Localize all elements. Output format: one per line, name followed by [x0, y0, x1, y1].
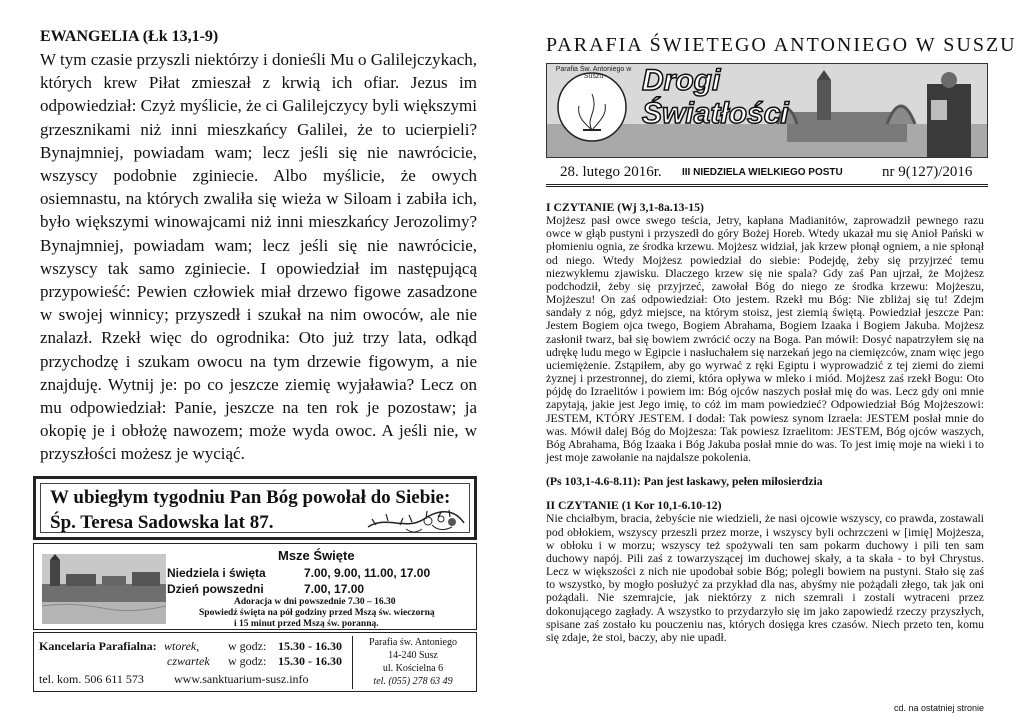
first-reading-text: Mojżesz pasł owce swego teścia, Jetry, kapłana Madianitów, zaprowadził pewnego razu owce w głąb pustyni i przyszedł do góry Bożej Horeb. Wtedy ukazał mu się Anioł Pański w płomieniu ognia, ze środka krzewu. Mojżesz widział, jak krzew płonął ogniem, a nie spłonął od niego. Wtedy Mojżesz powiedział do siebie: Podejdę, żeby się przyjrzeć temu niezwykłemu zjawisku. Dlaczego krzew się nie spala? Gdy zaś Pan ujrzał, że Mojżesz podchodził, żeby się przyjrzeć, zawołał Bóg do niego ze środka krzewu: Mojżeszu, Mojżeszu! On zaś odpowiedział: Oto jestem. Rzekł mu Bóg: Nie zbliżaj się tu! Zdejm sandały z nóg, gdyż miejsce, na którym stoisz, jest ziemią świętą. Powiedział jeszcze Pan: Jestem Bogiem ojca twego, Bogiem Abrahama, Bogiem Izaaka i Bogiem Jakuba. Mojżesz zasłonił twarz, bał się bowiem zwrócić oczy na Boga. Pan mówił: Dosyć napatrzyłem się na udrękę ludu mego w Egipcie i nasłuchałem się narzekań jego na ciemięzców, znam więc jego uciemiężenie. Zstąpiłem, aby go wyrwać z ręki Egiptu i wyprowadzić z tej ziemi do ziemi żyznej i przestronnej, do ziemi, która opływa w mleko i miód. Mojżesz zaś rzekł Bogu: Oto pójdę do Izraelitów i powiem im: Bóg ojców naszych posłał mię do was. Lecz gdy oni mnie zapytają, jakie jest Jego imię, to cóż im mam powiedzieć? Odpowiedział Bóg Mojżeszowi: JESTEM, KTÓRY JESTEM. I dodał: Tak powiesz synom Izraela: JESTEM posłał mnie do was. Mówił dalej Bóg do Mojżesza: Tak powiesz Izraelitom: JESTEM, Bóg ojców waszych, Bóg Abrahama, Bóg Izaaka i Bóg Jakuba posłał mnie do was. To jest imię moje na wieki i to jest moje zawołanie na najdalsze pokolenia. [546, 214, 984, 464]
parish-office [33, 632, 477, 692]
floral-ornament-icon [366, 505, 466, 535]
sunday-label: Niedziela i święta [167, 566, 266, 580]
office-day-2: czwartek [167, 654, 210, 668]
notice-line-2: Śp. Teresa Sadowska lat 87. [50, 512, 274, 533]
deceased-notice [33, 476, 477, 540]
confession-note-2: i 15 minut przed Mszą św. poranną. [234, 619, 379, 629]
address-phone: tel. (055) 278 63 49 [373, 676, 453, 687]
address-line-1: Parafia św. Antoniego [369, 637, 457, 648]
address-line-2: 14-240 Susz [388, 650, 438, 661]
mass-title: Msze Święte [278, 548, 355, 563]
confession-note: Spowiedź święta na pół godziny przed Mszą św. wieczorną [199, 608, 435, 618]
readings-section [546, 201, 984, 644]
spacer [546, 464, 984, 475]
psalm-title: (Ps 103,1-4.6-8.11): Pan jest łaskawy, pełen miłosierdzia [546, 475, 823, 489]
phone-number: tel. kom. 506 611 573 [39, 672, 144, 686]
parish-seal-icon [555, 70, 630, 145]
office-hours-1: 15.30 - 16.30 [278, 639, 342, 653]
continued-note: cd. na ostatniej stronie [893, 703, 984, 713]
parish-title: PARAFIA ŚWIETEGO ANTONIEGO W SUSZU [546, 34, 1017, 56]
first-reading-title: I CZYTANIE (Wj 3,1-8a.13-15) [546, 201, 704, 214]
logo-line-1: Drogi [642, 64, 721, 97]
second-reading-text: Nie chciałbym, bracia, żebyście nie wiedzieli, że nasi ojcowie wszyscy, co prawda, zostawali pod obłokiem, wszyscy przeszli przez morze, i wszyscy byli ochrzczeni w [imię] Mojżesza, w obłoku i w morzu; wszyscy też spożywali ten sam pokarm duchowy i pili ten sam duchowy napój. Pili zaś z towarzyszącej im duchowej skały, a ta skała - to był Chrystus. Lecz w większości z nich nie upodobał sobie Bóg; polegli bowiem na pustyni. Stało się zaś to wszystko, by mogło posłużyć za przykład dla nas, abyśmy nie pożądali złego, tak jak oni pożądali. Nie szemrajcie, jak niektórzy z nich szemrali i zostali wytraceni przez dokonującego zagłady. A wszystko to przydarzyło się im jako zapowiedź rzeczy przyszłych, spisane zaś zostało ku pouczeniu nas, których dosięga kres czasów. Niech przeto ten, komu się zdaje, że stoi, baczy, aby nie upadł. [546, 512, 984, 644]
office-hours-2: 15.30 - 16.30 [278, 654, 342, 668]
issue-date: 28. lutego 2016r. [560, 164, 662, 180]
town-photo [42, 554, 166, 624]
address-line-3: ul. Kościelna 6 [382, 663, 444, 674]
second-reading-title: II CZYTANIE (1 Kor 10,1-6.10-12) [546, 499, 722, 513]
issue-dateline [546, 162, 988, 187]
logo-line-2: Światłości [642, 97, 789, 130]
gospel-text: W tym czasie przyszli niektórzy i donieśli Mu o Galilejczykach, których krew Piłat zmieszał z krwią ich ofiar. Jezus im odpowiedział: Czyż myślicie, że ci Galilejczycy byli większymi grzesznikami niż inni mieszkańcy Galilei, że to ucierpieli? Bynajmniej, powiadam wam; lecz jeśli się nie nawrócicie, wszyscy podobnie zginiecie. Albo myślicie, że owych osiemnastu, na których zwaliła się wieża w Siloam i zabiła ich, było większymi winowajcami niż inni mieszkańcy Jerozolimy? Bynajmniej, powiadam wam; lecz jeśli się nie nawrócicie, wszyscy tak samo zginiecie. I opowiedział im następującą przypowieść: Pewien człowiek miał drzewo figowe zasadzone w swojej winnicy; przyszedł i szukał na nim owoców, ale nie znalazł. Rzekł więc do ogrodnika: Oto już trzy lata, odkąd przychodzę i szukam owocu na tym drzewie figowym, a nie znajduję. Wytnij je: po co jeszcze ziemię wyjaławia? Lecz on mu odpowiedział: Panie, jeszcze na ten rok je pozostaw; ja okopię je i obłożę nawozem; może wyda owoc. A jeśli nie, w przyszłości możesz je wyciąć. [40, 50, 477, 464]
gospel-section [40, 28, 477, 466]
hours-label-1: w godz: [228, 639, 267, 653]
sunday-name: III NIEDZIELA WIELKIEGO POSTU [682, 167, 843, 178]
office-day-1: wtorek, [164, 639, 200, 653]
spacer [546, 488, 984, 499]
hours-label-2: w godz: [228, 654, 267, 668]
weekday-times: 7.00, 17.00 [304, 582, 365, 596]
website-link[interactable]: www.sanktuarium-susz.info [174, 672, 309, 686]
issue-number: nr 9(127)/2016 [882, 164, 973, 180]
adoration-note: Adoracja w dni powszednie 7.30 – 16.30 [234, 597, 396, 607]
mass-schedule [33, 543, 477, 630]
sunday-times: 7.00, 9.00, 11.00, 17.00 [304, 566, 431, 580]
parish-address [352, 636, 473, 689]
notice-line-1: W ubiegłym tygodniu Pan Bóg powołał do Siebie: [50, 487, 451, 508]
newsletter-banner [546, 63, 988, 158]
weekday-label: Dzień powszedni [167, 582, 264, 596]
seal-text: Parafia Św. Antoniego w Suszu [555, 66, 632, 80]
gospel-title: EWANGELIA (Łk 13,1-9) [40, 28, 219, 45]
office-label: Kancelaria Parafialna: [39, 639, 157, 653]
